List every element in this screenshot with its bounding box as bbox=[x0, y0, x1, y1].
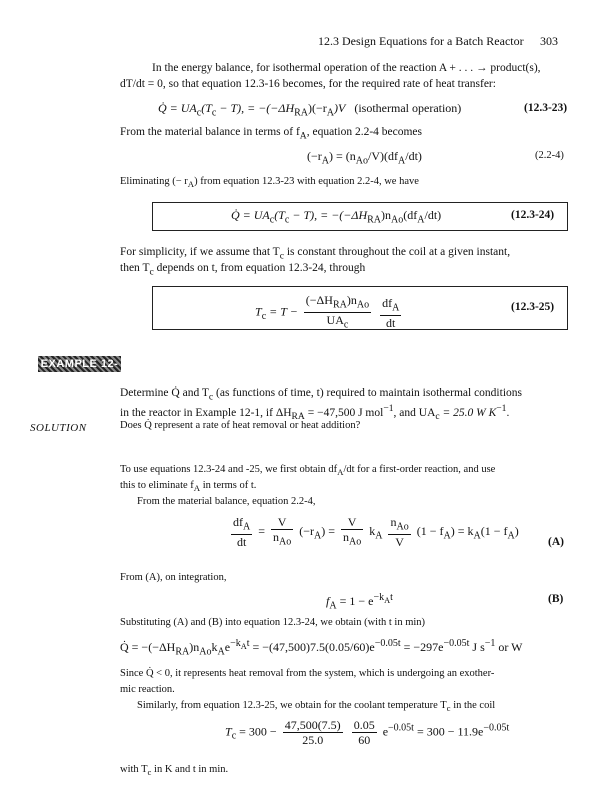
solution-line3: From the material balance, equation 2.2-4, bbox=[137, 496, 316, 507]
solution-line8: with $T_c$ in K and t in min. bbox=[120, 764, 229, 778]
solution-line6a: Since Q̇ < 0, it represents heat removal from the system, which is undergoing an exother- bbox=[120, 668, 495, 679]
equation-A: $\frac{df_A}{dt}$ = $\frac{V}{n_{Ao}}$ $(-r_A)$ = $\frac{V}{n_{Ao}}$ $k_A$ $\frac{n_{Ao}}{V}$ $(1 - f_A) = k_A(1 - f_A)$ bbox=[233, 515, 519, 550]
equation-2-2-4: $(-r_A) = (n_{Ao}/V)(df_A/dt)$ bbox=[307, 149, 422, 167]
example-line1: Determine Q̇ and $T_c$ (as functions of time, t) required to maintain isothermal conditions bbox=[120, 387, 522, 403]
equation-number-12-3-24: (12.3-24) bbox=[511, 209, 555, 221]
example-line2: in the reactor in Example 12-1, if $\Delta H_{RA} = -47,500$ J mol$^{-1}$, and $UA_c = 25.0$ W $K^{-1}$. bbox=[120, 403, 510, 423]
solution-line2: this to eliminate $f_A$ in terms of t. bbox=[120, 480, 257, 494]
equation-Tc: $T_c = 300$ − $\frac{47,500(7.5)}{25.0}$ $\frac{0.05}{60}$ $e^{-0.05t} = 300 - 11.9e^{-0.05t}$ bbox=[225, 718, 510, 747]
equation-box-12-3-25 bbox=[152, 286, 568, 330]
equation-number-A: (A) bbox=[548, 536, 564, 548]
equation-12-3-25: $T_c = T$ − $\frac{(-\Delta H_{RA})n_{Ao}}{UA_c}$ $\frac{df_A}{dt}$ bbox=[255, 293, 400, 331]
equation-number-B: (B) bbox=[548, 593, 564, 605]
solution-line5: Substituting (A) and (B) into equation 12.3-24, we obtain (with t in min) bbox=[120, 617, 426, 628]
equation-12-3-23: Q̇ = $UA_c(T_c - T)$, = $-(-\Delta H_{RA})(-r_A)V$ (isothermal operation) bbox=[158, 101, 462, 119]
equation-12-3-24: Q̇ = $UA_c(T_c - T)$, = $-(-\Delta H_{RA})n_{Ao}(df_A/dt)$ bbox=[231, 208, 442, 226]
para3: Eliminating (− $r_A$) from equation 12.3-23 with equation 2.2-4, we have bbox=[120, 176, 419, 190]
example-line3: Does Q̇ represent a rate of heat removal or heat addition? bbox=[120, 420, 361, 431]
para1-line2: dT/dt = 0, so that equation 12.3-16 becomes, for the required rate of heat transfer: bbox=[120, 78, 496, 90]
solution-line6b: mic reaction. bbox=[120, 684, 175, 695]
equation-Q: Q̇ = $-(-\Delta H_{RA})n_{Ao}k_Ae^{-k_At} = -(47,500)7.5(0.05/60)e^{-0.05t} = -297e^{-0.05t}$ J $s^{-1}$ or W bbox=[120, 638, 523, 658]
page-number: 303 bbox=[540, 34, 558, 48]
para1-line1: In the energy balance, for isothermal operation of the reaction A + . . . → product(s), bbox=[152, 62, 541, 74]
example-badge: EXAMPLE 12-4 bbox=[38, 356, 121, 372]
equation-number-2-2-4: (2.2-4) bbox=[535, 150, 564, 161]
equation-B: $f_A = 1 - e^{-k_At}$ bbox=[326, 592, 393, 612]
equation-box-12-3-24 bbox=[152, 202, 568, 231]
running-title: 12.3 Design Equations for a Batch Reactor bbox=[318, 34, 524, 48]
solution-line4: From (A), on integration, bbox=[120, 572, 227, 583]
para4-line1: For simplicity, if we assume that $T_c$ is constant throughout the coil at a given instant, bbox=[120, 246, 511, 262]
equation-number-12-3-23: (12.3-23) bbox=[524, 102, 568, 114]
para4-line2: then $T_c$ depends on t, from equation 12.3-24, through bbox=[120, 262, 366, 278]
solution-line1: To use equations 12.3-24 and -25, we first obtain $df_A/dt$ for a first-order reaction, and use bbox=[120, 464, 496, 478]
solution-line7: Similarly, from equation 12.3-25, we obtain for the coolant temperature $T_c$ in the coil bbox=[137, 700, 496, 714]
para2: From the material balance in terms of $f_A$, equation 2.2-4 becomes bbox=[120, 126, 423, 142]
solution-label: SOLUTION bbox=[30, 422, 87, 434]
equation-number-12-3-25: (12.3-25) bbox=[511, 301, 555, 313]
